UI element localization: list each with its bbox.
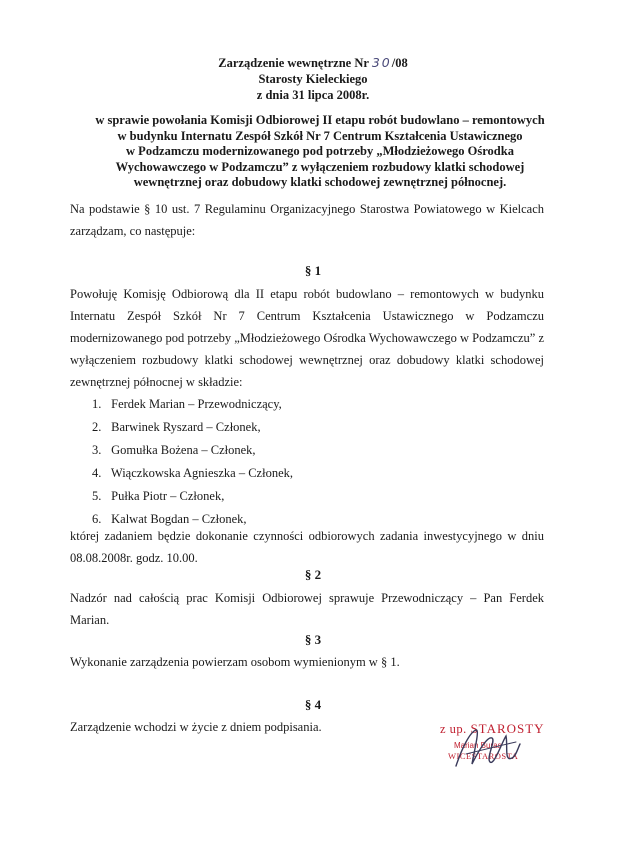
item-number: 3. bbox=[92, 443, 102, 457]
stamp-role: WICESTAROSTA bbox=[448, 751, 519, 761]
member-name: Pułka Piotr – Członek, bbox=[111, 489, 225, 503]
member-name: Kalwat Bogdan – Członek, bbox=[111, 512, 247, 526]
title-suffix: /08 bbox=[391, 56, 408, 70]
section-2-heading: § 2 bbox=[304, 567, 322, 582]
list-item bbox=[92, 485, 293, 508]
section-4-heading: § 4 bbox=[304, 697, 322, 712]
item-number: 4. bbox=[92, 466, 102, 480]
member-name: Gomułka Bożena – Członek, bbox=[111, 443, 256, 457]
stamp-name: Marian Buras bbox=[454, 741, 502, 750]
item-number: 1. bbox=[92, 397, 102, 411]
section-1-text: Powołuję Komisję Odbiorową dla II etapu robót budowlano – remontowych w budynku Internatu Zespół Szkół Nr 7 Centrum Kształcenia Ustawicznego w Podzamczu modernizowanego pod potrzeby „Młodzieżowego Ośrodka Wychowawczego w Podzamczu” z wyłączeniem rozbudowy klatki schodowej wewnętrznej oraz dobudowy klatki schodowej zewnętrznej północnej w składzie: bbox=[70, 287, 544, 389]
list-item bbox=[92, 416, 293, 439]
document-issuer: Starosty Kieleckiego bbox=[258, 72, 368, 86]
document-date: z dnia 31 lipca 2008r. bbox=[256, 88, 370, 102]
handwritten-number: 30 bbox=[371, 55, 392, 70]
subject-line: w Podzamczu modernizowanego pod potrzeby „Młodzieżowego Ośrodka bbox=[126, 144, 514, 158]
title-prefix: Zarządzenie wewnętrzne Nr bbox=[218, 56, 369, 70]
item-number: 6. bbox=[92, 512, 102, 526]
section-1-closing: której zadaniem będzie dokonanie czynności odbiorowych zadania inwestycyjnego w dniu 08.08.2008r. godz. 10.00. bbox=[70, 529, 544, 565]
stamp-prefix: z up. bbox=[440, 722, 467, 736]
section-3-heading: § 3 bbox=[304, 632, 322, 647]
subject-line: wewnętrznej oraz dobudowy klatki schodowej zewnętrznej północnej. bbox=[133, 175, 507, 189]
section-2-text: Nadzór nad całością prac Komisji Odbiorowej sprawuje Przewodniczący – Pan Ferdek Marian. bbox=[70, 591, 544, 627]
commission-members-list bbox=[92, 393, 293, 531]
legal-basis: Na podstawie § 10 ust. 7 Regulaminu Organizacyjnego Starostwa Powiatowego w Kielcach zarządzam, co następuje: bbox=[70, 202, 544, 238]
list-item bbox=[92, 439, 293, 462]
stamp-office: STAROSTY bbox=[470, 721, 545, 736]
item-number: 5. bbox=[92, 489, 102, 503]
section-1-heading: § 1 bbox=[304, 263, 322, 278]
item-number: 2. bbox=[92, 420, 102, 434]
section-4-text: Zarządzenie wchodzi w życie z dniem podpisania. bbox=[70, 720, 322, 734]
document-subject bbox=[60, 113, 580, 191]
member-name: Barwinek Ryszard – Członek, bbox=[111, 420, 261, 434]
member-name: Ferdek Marian – Przewodniczący, bbox=[111, 397, 282, 411]
subject-line: Wychowawczego w Podzamczu” z wyłączeniem rozbudowy klatki schodowej bbox=[115, 159, 525, 174]
list-item bbox=[92, 393, 293, 416]
section-3-text: Wykonanie zarządzenia powierzam osobom wymienionym w § 1. bbox=[70, 655, 400, 669]
document-title bbox=[0, 55, 626, 71]
handwritten-signature bbox=[446, 718, 526, 778]
subject-line: w sprawie powołania Komisji Odbiorowej II etapu robót budowlano – remontowych bbox=[95, 113, 545, 127]
member-name: Wiączkowska Agnieszka – Członek, bbox=[110, 466, 293, 480]
list-item bbox=[92, 462, 293, 485]
subject-line: w budynku Internatu Zespół Szkół Nr 7 Centrum Kształcenia Ustawicznego bbox=[117, 128, 523, 143]
